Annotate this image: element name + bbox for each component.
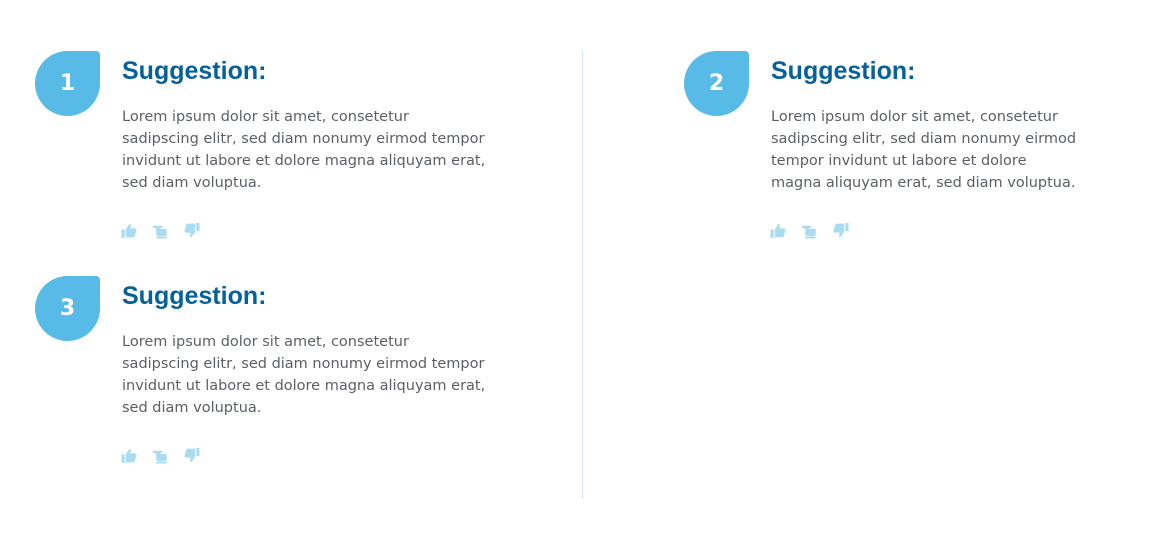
suggestion-title: Suggestion: [122, 282, 267, 310]
thumbs-down-icon[interactable] [183, 222, 200, 239]
thumbs-down-icon[interactable] [183, 447, 200, 464]
column-divider [582, 51, 583, 499]
suggestion-number-badge: 2 [684, 51, 749, 116]
thumbs-down-icon[interactable] [832, 222, 849, 239]
suggestion-text: Lorem ipsum dolor sit amet, consetetur sadipscing elitr, sed diam nonumy eirmod tempor invidunt ut labore et dolore magna aliquyam erat, sed diam voluptua. [122, 109, 486, 191]
suggestion-text: Lorem ipsum dolor sit amet, consetetur sadipscing elitr, sed diam nonumy eirmod tempor invidunt ut labore et dolore magna aliquyam erat, sed diam voluptua. [122, 334, 486, 416]
feedback-actions [770, 222, 849, 239]
suggestion-number-badge: 1 [35, 51, 100, 116]
feedback-actions [121, 222, 200, 239]
feedback-actions [121, 447, 200, 464]
suggestion-title: Suggestion: [122, 57, 267, 85]
thumbs-up-icon[interactable] [121, 447, 138, 464]
hand-point-icon[interactable] [152, 447, 169, 464]
hand-point-icon[interactable] [152, 222, 169, 239]
thumbs-up-icon[interactable] [121, 222, 138, 239]
hand-point-icon[interactable] [801, 222, 818, 239]
suggestion-number-badge: 3 [35, 276, 100, 341]
suggestion-text: Lorem ipsum dolor sit amet, consetetur sadipscing elitr, sed diam nonumy eirmod tempor invidunt ut labore et dolore magna aliquyam erat, sed diam voluptua. [771, 109, 1077, 191]
suggestion-title: Suggestion: [771, 57, 916, 85]
thumbs-up-icon[interactable] [770, 222, 787, 239]
